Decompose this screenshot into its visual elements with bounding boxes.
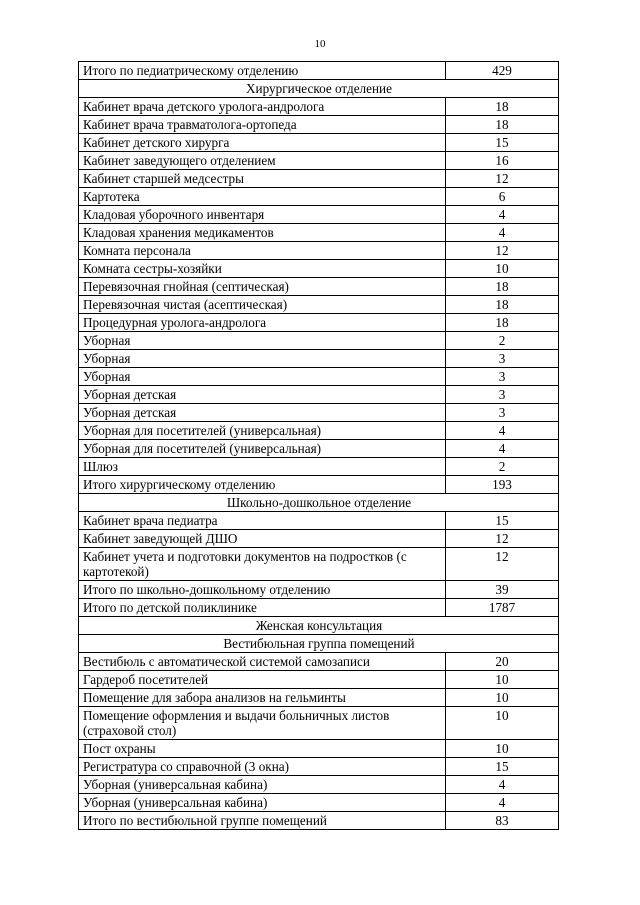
table-row (79, 224, 559, 242)
table-row (79, 332, 559, 350)
table-row (79, 512, 559, 530)
room-area-cell: 2 (446, 332, 559, 350)
table-row (79, 314, 559, 332)
room-area-cell: 6 (446, 188, 559, 206)
room-name-cell: Процедурная уролога-андролога (79, 314, 446, 332)
room-area-cell: 83 (446, 812, 559, 830)
room-name-cell: Кабинет врача детского уролога-андролога (79, 98, 446, 116)
room-area-cell: 16 (446, 152, 559, 170)
table-row (79, 794, 559, 812)
room-name-cell: Кабинет заведующего отделением (79, 152, 446, 170)
table-row (79, 476, 559, 494)
table-row (79, 458, 559, 476)
room-name-cell: Помещение для забора анализов на гельминты (79, 689, 446, 707)
room-area-cell: 20 (446, 653, 559, 671)
table-row (79, 62, 559, 80)
room-area-cell: 10 (446, 260, 559, 278)
section-header-row (79, 635, 559, 653)
room-name-cell: Уборная детская (79, 386, 446, 404)
room-name-cell: Вестибюль с автоматической системой самозаписи (79, 653, 446, 671)
page-number: 10 (314, 38, 326, 50)
table-row (79, 530, 559, 548)
room-area-cell: 10 (446, 689, 559, 707)
room-name-cell: Итого по школьно-дошкольному отделению (79, 581, 446, 599)
table-row (79, 599, 559, 617)
table-row (79, 206, 559, 224)
room-area-cell: 18 (446, 296, 559, 314)
room-area-cell: 10 (446, 671, 559, 689)
section-title: Школьно-дошкольное отделение (79, 494, 559, 512)
room-area-cell: 193 (446, 476, 559, 494)
table-row (79, 653, 559, 671)
room-name-cell: Кабинет старшей медсестры (79, 170, 446, 188)
table-row (79, 188, 559, 206)
room-area-cell: 3 (446, 350, 559, 368)
room-name-cell: Картотека (79, 188, 446, 206)
room-name-cell: Итого хирургическому отделению (79, 476, 446, 494)
table-row (79, 152, 559, 170)
room-name-cell: Уборная для посетителей (универсальная) (79, 440, 446, 458)
table-row (79, 548, 559, 581)
table-row (79, 440, 559, 458)
section-title: Хирургическое отделение (79, 80, 559, 98)
room-area-cell: 429 (446, 62, 559, 80)
room-area-cell: 10 (446, 707, 559, 740)
table-row (79, 98, 559, 116)
room-area-cell: 39 (446, 581, 559, 599)
room-name-cell: Кладовая хранения медикаментов (79, 224, 446, 242)
section-title: Вестибюльная группа помещений (79, 635, 559, 653)
room-name-cell: Шлюз (79, 458, 446, 476)
room-area-cell: 4 (446, 422, 559, 440)
table-row (79, 671, 559, 689)
table-row (79, 242, 559, 260)
room-name-cell: Кладовая уборочного инвентаря (79, 206, 446, 224)
section-header-row (79, 494, 559, 512)
room-area-cell: 12 (446, 170, 559, 188)
table-row (79, 707, 559, 740)
room-area-cell: 18 (446, 314, 559, 332)
room-name-cell: Итого по вестибюльной группе помещений (79, 812, 446, 830)
table-row (79, 689, 559, 707)
rooms-table (78, 61, 559, 830)
room-name-cell: Кабинет врача педиатра (79, 512, 446, 530)
table-row (79, 758, 559, 776)
room-area-cell: 12 (446, 242, 559, 260)
table-row (79, 386, 559, 404)
table-row (79, 134, 559, 152)
room-area-cell: 1787 (446, 599, 559, 617)
room-name-cell: Регистратура со справочной (3 окна) (79, 758, 446, 776)
room-name-cell: Кабинет учета и подготовки документов на подростков (с картотекой) (79, 548, 446, 581)
room-name-cell: Комната сестры-хозяйки (79, 260, 446, 278)
section-header-row (79, 617, 559, 635)
table-row (79, 170, 559, 188)
room-area-cell: 3 (446, 404, 559, 422)
room-name-cell: Итого по педиатрическому отделению (79, 62, 446, 80)
room-name-cell: Перевязочная гнойная (септическая) (79, 278, 446, 296)
room-name-cell: Уборная (79, 350, 446, 368)
room-area-cell: 10 (446, 740, 559, 758)
room-area-cell: 15 (446, 512, 559, 530)
room-area-cell: 2 (446, 458, 559, 476)
room-area-cell: 4 (446, 440, 559, 458)
room-area-cell: 15 (446, 758, 559, 776)
room-name-cell: Уборная (79, 368, 446, 386)
room-area-cell: 12 (446, 548, 559, 581)
room-name-cell: Уборная детская (79, 404, 446, 422)
section-title: Женская консультация (79, 617, 559, 635)
room-name-cell: Итого по детской поликлинике (79, 599, 446, 617)
table-row (79, 368, 559, 386)
room-area-cell: 3 (446, 386, 559, 404)
table-row (79, 278, 559, 296)
room-area-cell: 4 (446, 206, 559, 224)
room-area-cell: 15 (446, 134, 559, 152)
room-name-cell: Гардероб посетителей (79, 671, 446, 689)
table-row (79, 812, 559, 830)
section-header-row (79, 80, 559, 98)
room-name-cell: Уборная (универсальная кабина) (79, 794, 446, 812)
table-row (79, 776, 559, 794)
room-name-cell: Пост охраны (79, 740, 446, 758)
room-name-cell: Помещение оформления и выдачи больничных листов (страховой стол) (79, 707, 446, 740)
table-row (79, 116, 559, 134)
room-area-cell: 18 (446, 98, 559, 116)
table-row (79, 296, 559, 314)
room-area-cell: 3 (446, 368, 559, 386)
table-row (79, 581, 559, 599)
room-name-cell: Комната персонала (79, 242, 446, 260)
table-row (79, 260, 559, 278)
rooms-table-body (79, 62, 559, 830)
room-area-cell: 4 (446, 224, 559, 242)
table-row (79, 404, 559, 422)
table-row (79, 350, 559, 368)
room-name-cell: Уборная (универсальная кабина) (79, 776, 446, 794)
room-name-cell: Перевязочная чистая (асептическая) (79, 296, 446, 314)
room-area-cell: 18 (446, 116, 559, 134)
table-row (79, 740, 559, 758)
room-area-cell: 18 (446, 278, 559, 296)
room-name-cell: Кабинет детского хирурга (79, 134, 446, 152)
room-name-cell: Уборная для посетителей (универсальная) (79, 422, 446, 440)
room-area-cell: 12 (446, 530, 559, 548)
room-name-cell: Кабинет заведующей ДШО (79, 530, 446, 548)
room-area-cell: 4 (446, 794, 559, 812)
room-area-cell: 4 (446, 776, 559, 794)
table-row (79, 422, 559, 440)
room-name-cell: Кабинет врача травматолога-ортопеда (79, 116, 446, 134)
room-name-cell: Уборная (79, 332, 446, 350)
